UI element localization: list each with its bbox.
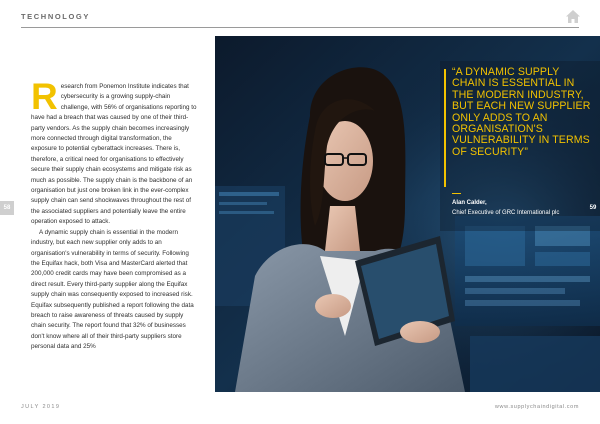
- quote-attribution-name: Alan Calder,: [452, 200, 487, 206]
- article-body: [31, 76, 199, 353]
- paragraph-1-text: esearch from Ponemon Institute indicates that cybersecurity is a growing supply-chain challenge, with 56% of organisations reporting to have had a breach that was caused by one of their third-party vendors. As the supply chain becomes increasingly more connected through digital transformation, the exposure to potential cyberattack increases. There is, therefore, a critical need for organisations to effectively secure their supply chain ecosystems and mitigate risk as much as possible. The supply chain is the backbone of an organisation but just one broken link in the ever-complex supply chain can send shockwaves throughout the rest of the associated suppliers and potentially leave the entire operation exposed to attack.: [31, 83, 197, 226]
- quote-attribution-title: Chief Executive of GRC International plc: [452, 210, 560, 216]
- footer-website-link[interactable]: www.supplychaindigital.com: [494, 404, 579, 410]
- header-divider: [21, 27, 579, 28]
- article-paragraph-2: A dynamic supply chain is essential in the modern industry, but each new supplier only adds to an organisation's vulnerability in terms of security. Following the Equifax hack, both Visa and MasterCard alerted that 200,000 credit cards may have been compromised as a direct result. Every third-party supplier along the Equifax supply chain was consequently exposed to increased risk. Equifax subsequently published a report following the data breach to raise awareness of threats caused by supply chain security. The report found that 32% of businesses don't know where all of their third-party suppliers store personal data and 25%: [31, 228, 194, 351]
- home-icon[interactable]: [565, 9, 581, 24]
- quote-accent-bar: [444, 69, 446, 187]
- article-paragraph-1: [31, 76, 199, 228]
- page-number-left: 58: [0, 201, 14, 215]
- quote-divider: [452, 193, 461, 194]
- footer-date: JULY 2019: [21, 404, 61, 410]
- page-number-right: 59: [589, 205, 597, 211]
- pull-quote: “A DYNAMIC SUPPLY CHAIN IS ESSENTIAL IN THE MODERN INDUSTRY, BUT EACH NEW SUPPLIER ONLY ADDS TO AN ORGANISATION'S VULNERABILITY IN TERMS OF SECURITY”: [452, 66, 591, 158]
- dropcap: R: [31, 76, 58, 117]
- section-label: TECHNOLOGY: [21, 12, 90, 21]
